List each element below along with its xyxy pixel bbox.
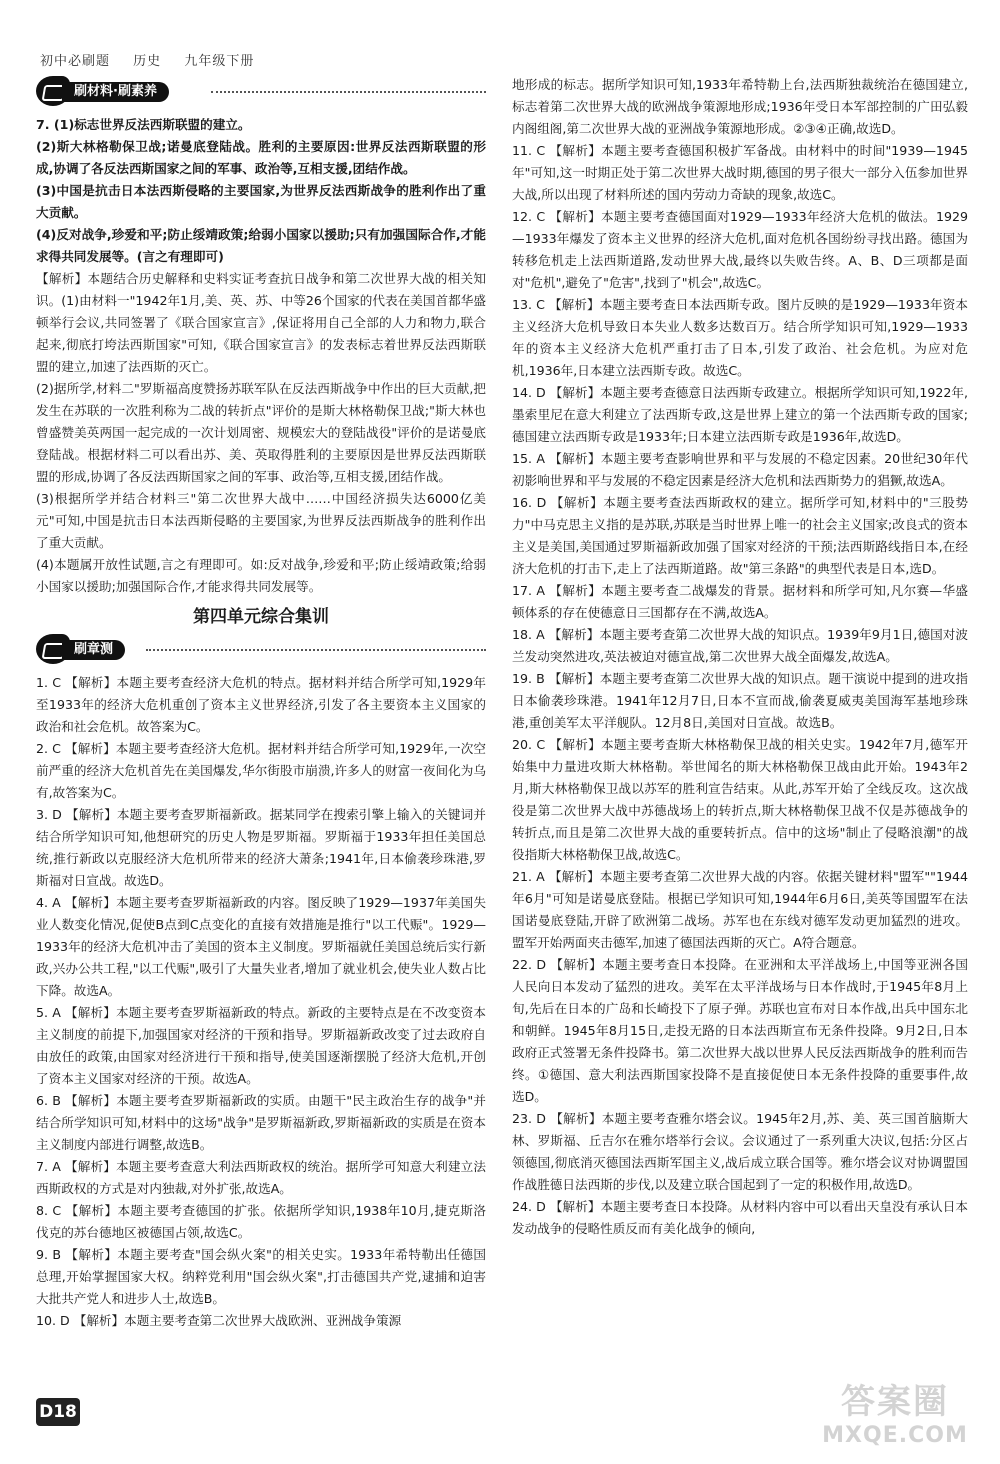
answer-item-17: 17. A 【解析】本题主要考查二战爆发的背景。据材料和所学可知,凡尔赛—华盛顿体系的存在使德意日三国都存在不满,故选A。	[512, 583, 968, 620]
answer-item-15: 15. A 【解析】本题主要考查影响世界和平与发展的不稳定因素。20世纪30年代初影响世界和平与发展的不稳定因素是经济大危机和法西斯势力的猖獗,故选A。	[512, 451, 968, 488]
answer-item-22: 22. D 【解析】本题主要考查日本投降。在亚洲和太平洋战场上,中国等亚洲各国人民向日本发动了猛烈的进攻。美军在太平洋战场与日本作战时,于1945年8月上旬,先后在日本的广岛和长崎投下了原子弹。苏联也宣布对日本作战,出兵中国东北和朝鲜。1945年8月15日,走投无路的日本法西斯宣布无条件投降。9月2日,日本政府正式签署无条件投降书。第二次世界大战以世界人民反法西斯战争的胜利而告终。①德国、意大利法西斯国家投降不是直接促使日本无条件投降的重要事件,故选D。	[512, 957, 968, 1104]
unit-title: 第四单元综合集训	[193, 607, 329, 627]
left-column	[36, 70, 486, 1332]
answer-item-23: 23. D 【解析】本题主要考查雅尔塔会议。1945年2月,苏、美、英三国首脑斯大林、罗斯福、丘吉尔在雅尔塔举行会议。会议通过了一系列重大决议,包括:分区占领德国,彻底消灭德国法西斯军国主义,战后成立联合国等。雅尔塔会议对协调盟国作战胜德日法西斯的步伐,以及建立联合国起到了一定的积极作用,故选D。	[512, 1111, 968, 1192]
answer-item-11: 11. C 【解析】本题主要考查德国积极扩军备战。由材料中的时间"1939—1945年"可知,这一时期正处于第二次世界大战时期,德国的男子很大一部分入伍参加世界大战,所以出现了材料所述的国内劳动力奇缺的现象,故选C。	[512, 143, 968, 202]
answer-item-21: 21. A 【解析】本题主要考查第二次世界大战的内容。依据关键材料"盟军""1944年6月"可知是诺曼底登陆。根据已学知识可知,1944年6月6日,美英等国盟军在法国诺曼底登陆,开辟了欧洲第二战场。苏军也在东线对德军发动更加猛烈的进攻。盟军开始两面夹击德军,加速了德国法西斯的灭亡。A符合题意。	[512, 869, 968, 950]
q7-answer-2: (2)斯大林格勒保卫战;诺曼底登陆战。胜利的主要原因:世界反法西斯联盟的形成,协调了各反法西斯国家之间的军事、政治等,互相支援,团结作战。	[36, 139, 486, 176]
q7-analysis-3: (3)根据所学并结合材料三"第二次世界大战中……中国经济损失达6000亿美元"可知,中国是抗击日本法西斯侵略的主要国家,为世界反法西斯战争的胜利作出了重大贡献。	[36, 491, 486, 550]
q7-answer-3: (3)中国是抗击日本法西斯侵略的主要国家,为世界反法西斯战争的胜利作出了重大贡献。	[36, 183, 486, 220]
answer-item-13: 13. C 【解析】本题主要考查日本法西斯专政。图片反映的是1929—1933年资本主义经济大危机导致日本失业人数多达数百万。结合所学知识可知,1929—1933年的资本主义经济大危机严重打击了日本,引发了政治、社会危机。为应对危机,1936年,日本建立法西斯专政。故选C。	[512, 297, 968, 378]
answer-item-9: 9. B 【解析】本题主要考查"国会纵火案"的相关史实。1933年希特勒出任德国总理,开始掌握国家大权。纳粹党利用"国会纵火案",打击德国共产党,逮捕和迫害大批共产党人和进步人士,故选B。	[36, 1247, 486, 1306]
answer-item-1: 1. C 【解析】本题主要考查经济大危机的特点。据材料并结合所学可知,1929年至1933年的经济大危机重创了资本主义世界经济,引发了各主要资本主义国家的政治和社会危机。故答案为C。	[36, 675, 486, 734]
answer-item-16: 16. D 【解析】本题主要考查法西斯政权的建立。据所学可知,材料中的"三股势力"中马克思主义指的是苏联,苏联是当时世界上唯一的社会主义国家;改良式的资本主义是美国,美国通过罗斯福新政加强了国家对经济的干预;法西斯路线指日本,在经济大危机的打击下,走上了法西斯道路。故"第三条路"的典型代表是日本,选D。	[512, 495, 968, 576]
answer-item-10-cont: 地形成的标志。据所学知识可知,1933年希特勒上台,法西斯独裁统治在德国建立,标志着第二次世界大战的欧洲战争策源地形成;1936年受日本军部控制的广田弘毅内阁组阁,第二次世界大战的亚洲战争策源地形成。②③④正确,故选D。	[512, 77, 968, 136]
answer-item-5: 5. A 【解析】本题主要考查罗斯福新政的特点。新政的主要特点是在不改变资本主义制度的前提下,加强国家对经济的干预和指导。罗斯福新政改变了过去政府自由放任的政策,由国家对经济进行干预和指导,使美国逐渐摆脱了经济大危机,开创了资本主义国家对经济的干预。故选A。	[36, 1005, 486, 1086]
page-header	[40, 50, 272, 69]
dotted-divider	[146, 649, 486, 651]
answer-item-2: 2. C 【解析】本题主要考查经济大危机。据材料并结合所学可知,1929年,一次空前严重的经济大危机首先在美国爆发,华尔街股市崩溃,许多人的财富一夜间化为乌有,故答案为C。	[36, 741, 486, 800]
answer-item-19: 19. B 【解析】本题主要考查第二次世界大战的知识点。题干演说中提到的进攻指日本偷袭珍珠港。1941年12月7日,日本不宣而战,偷袭夏威夷美国海军基地珍珠港,重创美军太平洋舰队。12月8日,美国对日宣战。故选B。	[512, 671, 968, 730]
header-series: 初中必刷题	[40, 54, 111, 69]
page-number: D18	[36, 1398, 80, 1426]
answer-item-14: 14. D 【解析】本题主要考查德意日法西斯专政建立。根据所学知识可知,1922年,墨索里尼在意大利建立了法西斯专政,这是世界上建立的第一个法西斯专政的国家;德国建立法西斯专政是1933年;日本建立法西斯专政是1936年,故选D。	[512, 385, 968, 444]
answer-item-12: 12. C 【解析】本题主要考查德国面对1929—1933年经济大危机的做法。1929—1933年爆发了资本主义世界的经济大危机,面对危机各国纷纷寻找出路。德国为转移危机走上法西斯道路,发动世界大战,最终以失败告终。A、B、D三项都是面对"危机",避免了"危害",找到了"机会",故选C。	[512, 209, 968, 290]
answer-item-18: 18. A 【解析】本题主要考查第二次世界大战的知识点。1939年9月1日,德国对波兰发动突然进攻,英法被迫对德宣战,第二次世界大战全面爆发,故选A。	[512, 627, 968, 664]
watermark-url: MXQE.COM	[822, 1423, 968, 1448]
q7-analysis-1: 【解析】本题结合历史解释和史料实证考查抗日战争和第二次世界大战的相关知识。(1)由材料一"1942年1月,美、英、苏、中等26个国家的代表在美国首都华盛顿举行会议,共同签署了《联合国家宣言》,保证将用自己全部的人力和物力,联合起来,彻底打垮法西斯国家"可知,《联合国家宣言》的发表标志着世界反法西斯联盟的建立,加速了法西斯的灭亡。	[36, 271, 486, 374]
q7-answer-1: 7. (1)标志世界反法西斯联盟的建立。	[36, 117, 251, 132]
answer-item-7: 7. A 【解析】本题主要考查意大利法西斯政权的统治。据所学可知意大利建立法西斯政权的方式是对内独裁,对外扩张,故选A。	[36, 1159, 486, 1196]
right-column	[512, 74, 968, 1240]
answer-item-3: 3. D 【解析】本题主要考查罗斯福新政。据某同学在搜索引擎上输入的关键词并结合所学知识可知,他想研究的历史人物是罗斯福。罗斯福于1933年担任美国总统,推行新政以克服经济大危机所带来的经济大萧条;1941年,日本偷袭珍珠港,罗斯福对日宣战。故选D。	[36, 807, 486, 888]
watermark-brand: 答案圈	[841, 1382, 949, 1422]
banner-label: 刷材料·刷素养	[62, 82, 169, 102]
banner-label: 刷章测	[62, 640, 125, 660]
answer-item-6: 6. B 【解析】本题主要考查罗斯福新政的实质。由题干"民主政治生存的战争"并结合所学知识可知,材料中的这场"战争"是罗斯福新政,罗斯福新政的实质是在资本主义制度内部进行调整,故选B。	[36, 1093, 486, 1152]
header-subject: 历史	[133, 54, 162, 69]
q7-answer-4: (4)反对战争,珍爱和平;防止绥靖政策;给弱小国家以援助;只有加强国际合作,才能求得共同发展等。(言之有理即可)	[36, 227, 486, 264]
section-banner-chapter-test	[36, 634, 486, 666]
q7-analysis-4: (4)本题属开放性试题,言之有理即可。如:反对战争,珍爱和平;防止绥靖政策;给弱小国家以援助;加强国际合作,才能求得共同发展等。	[36, 557, 486, 594]
q7-analysis-2: (2)据所学,材料二"罗斯福高度赞扬苏联军队在反法西斯战争中作出的巨大贡献,把发生在苏联的一次胜利称为二战的转折点"评价的是斯大林格勒保卫战;"斯大林也曾盛赞美英两国一起完成的一次计划周密、规模宏大的登陆战役"评价的是诺曼底登陆战。根据材料二可以看出苏、美、英取得胜利的主要原因是世界反法西斯联盟的形成,协调了各反法西斯国家之间的军事、政治等,互相支援,团结作战。	[36, 381, 486, 484]
header-grade: 九年级下册	[184, 54, 255, 69]
watermark-logo	[800, 1382, 990, 1455]
section-banner-materials	[36, 76, 486, 108]
answer-item-4: 4. A 【解析】本题主要考查罗斯福新政的内容。图反映了1929—1937年美国失业人数变化情况,促使B点到C点变化的直接有效措施是推行"以工代赈"。1929—1933年的经济大危机冲击了美国的资本主义制度。罗斯福就任美国总统后实行新政,兴办公共工程,"以工代赈",吸引了大量失业者,增加了就业机会,使失业人数占比下降。故选A。	[36, 895, 486, 998]
answer-item-10: 10. D 【解析】本题主要考查第二次世界大战欧洲、亚洲战争策源	[36, 1313, 402, 1328]
answer-item-20: 20. C 【解析】本题主要考查斯大林格勒保卫战的相关史实。1942年7月,德军开始集中力量进攻斯大林格勒。举世闻名的斯大林格勒保卫战由此开始。1943年2月,斯大林格勒保卫战以苏军的胜利宣告结束。从此,苏军开始了全线反攻。这次战役是第二次世界大战中苏德战场上的转折点,斯大林格勒保卫战不仅是苏德战争的转折点,而且是第二次世界大战的重要转折点。信中的这场"制止了侵略浪潮"的战役指斯大林格勒保卫战,故选C。	[512, 737, 968, 862]
dotted-divider	[211, 91, 486, 93]
answer-item-8: 8. C 【解析】本题主要考查德国的扩张。依据所学知识,1938年10月,捷克斯洛伐克的苏台德地区被德国占领,故选C。	[36, 1203, 486, 1240]
answer-item-24: 24. D 【解析】本题主要考查日本投降。从材料内容中可以看出天皇没有承认日本发动战争的侵略性质反而有美化战争的倾向,	[512, 1199, 968, 1236]
